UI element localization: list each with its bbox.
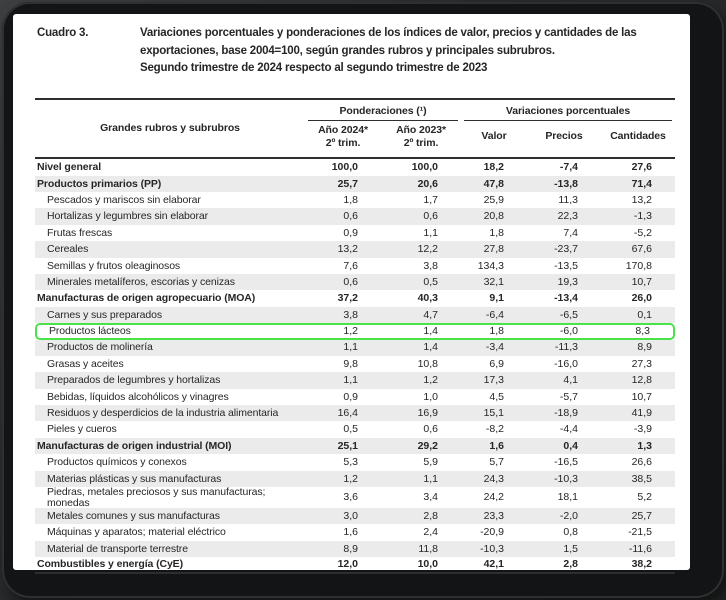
cell-precios: 0,8 bbox=[563, 526, 578, 539]
table-row bbox=[35, 208, 675, 224]
group-label-ponderaciones: Ponderaciones (¹) bbox=[308, 105, 458, 121]
cell-ponderacion-2024: 1,2 bbox=[305, 323, 381, 339]
cell-ponderacion-2023: 2,4 bbox=[423, 526, 438, 539]
cell-ponderacion-2024: 0,9 bbox=[343, 226, 358, 239]
title-line-3: Segundo trimestre de 2024 respecto al segundo trimestre de 2023 bbox=[140, 62, 488, 74]
cell-valor: 27,8 bbox=[483, 243, 504, 256]
cell-precios: -6,0 bbox=[527, 323, 601, 339]
cell-ponderacion-2023: 1,1 bbox=[423, 226, 438, 239]
column-header-valor: Valor bbox=[461, 121, 527, 160]
cell-valor: -8,2 bbox=[485, 423, 504, 436]
cell-valor: 9,1 bbox=[489, 292, 504, 305]
row-label: Preparados de legumbres y hortalizas bbox=[47, 374, 221, 387]
cell-precios: 22,3 bbox=[557, 210, 578, 223]
table-row bbox=[35, 541, 675, 557]
table-row bbox=[35, 389, 675, 405]
cell-precios: 0,4 bbox=[563, 439, 578, 452]
cell-valor: 4,5 bbox=[489, 390, 504, 403]
cell-valor: -10,3 bbox=[480, 542, 504, 555]
cell-cantidades: 27,3 bbox=[631, 357, 652, 370]
cell-valor: 1,8 bbox=[461, 323, 527, 339]
cell-ponderacion-2024: 3,6 bbox=[343, 491, 358, 504]
cell-ponderacion-2024: 0,9 bbox=[343, 390, 358, 403]
row-label: Manufacturas de origen agropecuario (MOA) bbox=[37, 292, 256, 305]
row-label: Máquinas y aparatos; material eléctrico bbox=[47, 526, 226, 539]
cell-valor: 134,3 bbox=[477, 259, 504, 272]
cell-ponderacion-2024: 9,8 bbox=[343, 357, 358, 370]
cell-ponderacion-2024: 25,1 bbox=[337, 439, 358, 452]
cell-cantidades: 26,6 bbox=[631, 456, 652, 469]
table-row bbox=[35, 241, 675, 257]
cell-cantidades: 25,7 bbox=[631, 509, 652, 522]
row-label: Combustibles y energía (CyE) bbox=[35, 557, 305, 573]
column-group-ponderaciones bbox=[305, 100, 461, 121]
cell-valor: 32,1 bbox=[483, 275, 504, 288]
cell-valor: 6,9 bbox=[489, 357, 504, 370]
cell-precios: 19,3 bbox=[557, 275, 578, 288]
row-label: Residuos y desperdicios de la industria alimentaria bbox=[47, 407, 279, 420]
cell-precios: -13,8 bbox=[554, 177, 578, 190]
cell-ponderacion-2023: 1,2 bbox=[423, 374, 438, 387]
table-row bbox=[35, 508, 675, 524]
table-row bbox=[35, 307, 675, 323]
cell-ponderacion-2024: 1,8 bbox=[343, 193, 358, 206]
table-row bbox=[35, 372, 675, 388]
row-label: Metales comunes y sus manufacturas bbox=[47, 509, 220, 522]
cell-ponderacion-2024: 5,3 bbox=[343, 456, 358, 469]
cell-ponderacion-2023: 3,8 bbox=[423, 259, 438, 272]
cell-valor: -6,4 bbox=[485, 308, 504, 321]
row-label: Cereales bbox=[47, 243, 89, 256]
cell-precios: -6,5 bbox=[559, 308, 578, 321]
cell-ponderacion-2023: 1,1 bbox=[423, 472, 438, 485]
table-caption bbox=[13, 14, 690, 78]
row-label: Productos de molinería bbox=[47, 341, 153, 354]
cell-valor: 20,8 bbox=[483, 210, 504, 223]
cell-precios: 11,3 bbox=[558, 193, 578, 206]
cell-ponderacion-2023: 10,8 bbox=[417, 357, 438, 370]
table-body bbox=[35, 159, 675, 573]
cell-cantidades: 13,2 bbox=[631, 193, 652, 206]
cell-ponderacion-2024: 13,2 bbox=[337, 243, 358, 256]
row-label: Carnes y sus preparados bbox=[47, 308, 163, 321]
cell-ponderacion-2023: 16,9 bbox=[417, 407, 438, 420]
cell-ponderacion-2023: 11,8 bbox=[418, 542, 438, 555]
row-label: Pescados y mariscos sin elaborar bbox=[47, 193, 201, 206]
table-row bbox=[35, 323, 675, 339]
row-label: Grasas y aceites bbox=[47, 357, 124, 370]
column-header-cantidades: Cantidades bbox=[601, 121, 675, 160]
row-label: Pieles y cueros bbox=[47, 423, 117, 436]
cell-cantidades: -1,3 bbox=[633, 210, 652, 223]
cell-ponderacion-2023: 0,6 bbox=[423, 423, 438, 436]
title-line-1: Variaciones porcentuales y ponderaciones de los índices de valor, precios y cantidades de las bbox=[140, 27, 637, 39]
cell-cantidades: 1,3 bbox=[637, 439, 652, 452]
row-label: Productos primarios (PP) bbox=[37, 177, 162, 190]
cell-precios: -16,5 bbox=[554, 456, 578, 469]
cell-cantidades: 12,8 bbox=[631, 374, 652, 387]
cell-valor: 15,1 bbox=[483, 407, 504, 420]
cell-ponderacion-2024: 1,6 bbox=[343, 526, 358, 539]
cell-precios: -7,4 bbox=[559, 161, 578, 174]
column-group-variaciones bbox=[461, 100, 675, 121]
cell-valor: 47,8 bbox=[483, 177, 504, 190]
cell-precios: -10,3 bbox=[554, 472, 578, 485]
cell-cantidades: 10,7 bbox=[631, 390, 652, 403]
cell-precios: 1,5 bbox=[563, 542, 578, 555]
cell-precios: -18,9 bbox=[554, 407, 578, 420]
cell-precios: -5,7 bbox=[559, 390, 578, 403]
cell-cantidades: 170,8 bbox=[625, 259, 652, 272]
cell-ponderacion-2024: 37,2 bbox=[337, 292, 358, 305]
cell-precios: 4,1 bbox=[563, 374, 578, 387]
cell-ponderacion-2023: 29,2 bbox=[417, 439, 438, 452]
cell-ponderacion-2024: 1,1 bbox=[343, 374, 358, 387]
cell-precios: -13,4 bbox=[554, 292, 578, 305]
table-row bbox=[35, 405, 675, 421]
column-header-precios: Precios bbox=[527, 121, 601, 160]
cell-valor: 23,3 bbox=[483, 509, 504, 522]
cell-cantidades: 0,1 bbox=[637, 308, 652, 321]
cell-precios: -16,0 bbox=[554, 357, 578, 370]
cell-ponderacion-2024: 0,6 bbox=[343, 210, 358, 223]
cell-ponderacion-2023: 20,6 bbox=[417, 177, 438, 190]
cell-precios: 18,1 bbox=[557, 491, 578, 504]
cell-cantidades: 26,0 bbox=[631, 292, 652, 305]
row-label: Piedras, metales preciosos y sus manufacturas; monedas bbox=[47, 486, 266, 509]
cell-precios: -4,4 bbox=[559, 423, 578, 436]
cell-precios: 2,8 bbox=[527, 557, 601, 573]
column-header-rubros: Grandes rubros y subrubros bbox=[35, 100, 305, 160]
table-row bbox=[35, 258, 675, 274]
cell-ponderacion-2024: 100,0 bbox=[331, 161, 358, 174]
cell-cantidades: 8,9 bbox=[637, 341, 652, 354]
table-row bbox=[35, 290, 675, 306]
cell-valor: 1,6 bbox=[489, 439, 504, 452]
cell-valor: 1,8 bbox=[489, 226, 504, 239]
cell-ponderacion-2024: 3,0 bbox=[343, 509, 358, 522]
table-row bbox=[35, 340, 675, 356]
cell-valor: -20,9 bbox=[480, 526, 504, 539]
cell-ponderacion-2024: 25,7 bbox=[337, 177, 358, 190]
cell-valor: 24,3 bbox=[483, 472, 504, 485]
cell-valor: -3,4 bbox=[485, 341, 504, 354]
row-label: Semillas y frutos oleaginosos bbox=[47, 259, 181, 272]
table-header bbox=[35, 100, 675, 160]
cell-cantidades: 5,2 bbox=[637, 491, 652, 504]
cell-ponderacion-2024: 8,9 bbox=[343, 542, 358, 555]
cell-valor: 18,2 bbox=[483, 161, 504, 174]
cell-valor: 25,9 bbox=[483, 193, 504, 206]
cell-ponderacion-2024: 1,2 bbox=[343, 472, 358, 485]
cell-ponderacion-2023: 4,7 bbox=[423, 308, 438, 321]
table-row bbox=[35, 438, 675, 454]
cell-ponderacion-2024: 7,6 bbox=[343, 259, 358, 272]
cell-ponderacion-2024: 0,5 bbox=[343, 423, 358, 436]
cell-ponderacion-2023: 2,8 bbox=[423, 509, 438, 522]
table-row bbox=[35, 454, 675, 470]
cell-precios: -2,0 bbox=[559, 509, 578, 522]
cell-ponderacion-2023: 1,7 bbox=[423, 193, 438, 206]
cell-cantidades: 10,7 bbox=[631, 275, 652, 288]
row-label: Materias plásticas y sus manufacturas bbox=[47, 472, 222, 485]
cell-ponderacion-2023: 1,4 bbox=[423, 341, 438, 354]
row-label: Manufacturas de origen industrial (MOI) bbox=[37, 439, 232, 452]
table-row bbox=[35, 356, 675, 372]
cell-ponderacion-2024: 12,0 bbox=[305, 557, 381, 573]
row-label: Productos químicos y conexos bbox=[47, 456, 187, 469]
row-label: Frutas frescas bbox=[47, 226, 113, 239]
row-label: Productos lácteos bbox=[35, 323, 305, 339]
cell-ponderacion-2023: 1,0 bbox=[423, 390, 438, 403]
table-row bbox=[35, 274, 675, 290]
cell-ponderacion-2023: 5,9 bbox=[423, 456, 438, 469]
cell-ponderacion-2023: 1,4 bbox=[381, 323, 461, 339]
table-row bbox=[35, 557, 675, 573]
table-row bbox=[35, 524, 675, 540]
cell-ponderacion-2023: 100,0 bbox=[411, 161, 438, 174]
cell-precios: 7,4 bbox=[563, 226, 578, 239]
cell-cantidades: 67,6 bbox=[631, 243, 652, 256]
cell-valor: 5,7 bbox=[489, 456, 504, 469]
table-row bbox=[35, 471, 675, 487]
table-row bbox=[35, 225, 675, 241]
cell-valor: 24,2 bbox=[483, 491, 504, 504]
cell-cantidades: 38,2 bbox=[601, 557, 675, 573]
title-line-2: exportaciones, base 2004=100, según grandes rubros y principales subrubros. bbox=[140, 44, 555, 57]
cell-cantidades: -11,6 bbox=[628, 542, 652, 555]
table-row bbox=[35, 487, 675, 508]
cell-ponderacion-2024: 1,1 bbox=[343, 341, 358, 354]
cell-cantidades: 41,9 bbox=[631, 407, 652, 420]
table-title bbox=[140, 25, 680, 78]
cell-valor: 17,3 bbox=[483, 374, 504, 387]
cell-cantidades: 71,4 bbox=[631, 177, 652, 190]
cell-ponderacion-2024: 3,8 bbox=[343, 308, 358, 321]
cell-cantidades: -5,2 bbox=[633, 226, 652, 239]
cell-cantidades: 27,6 bbox=[631, 161, 652, 174]
group-label-variaciones: Variaciones porcentuales bbox=[464, 105, 672, 121]
cell-cantidades: 8,3 bbox=[601, 323, 675, 339]
cell-precios: -11,3 bbox=[554, 341, 578, 354]
row-label: Nivel general bbox=[37, 161, 102, 174]
cell-cantidades: 38,5 bbox=[631, 472, 652, 485]
row-label: Hortalizas y legumbres sin elaborar bbox=[47, 210, 209, 223]
column-header-ano-2024: Año 2024* 2º trim. bbox=[305, 121, 381, 160]
cell-ponderacion-2023: 0,5 bbox=[423, 275, 438, 288]
row-label: Bebidas, líquidos alcohólicos y vinagres bbox=[47, 390, 229, 403]
cell-ponderacion-2023: 3,4 bbox=[423, 491, 438, 504]
data-table bbox=[35, 98, 675, 574]
table-number: Cuadro 3. bbox=[37, 27, 89, 39]
row-label: Material de transporte terrestre bbox=[47, 542, 188, 555]
cell-ponderacion-2024: 16,4 bbox=[337, 407, 358, 420]
table-row bbox=[35, 192, 675, 208]
column-header-ano-2023: Año 2023* 2º trim. bbox=[381, 121, 461, 160]
table-card bbox=[13, 14, 690, 570]
cell-ponderacion-2023: 10,0 bbox=[381, 557, 461, 573]
cell-ponderacion-2023: 40,3 bbox=[417, 292, 438, 305]
cell-valor: 42,1 bbox=[461, 557, 527, 573]
cell-ponderacion-2024: 0,6 bbox=[343, 275, 358, 288]
table-row bbox=[35, 159, 675, 175]
cell-ponderacion-2023: 12,2 bbox=[417, 243, 438, 256]
table-row bbox=[35, 421, 675, 437]
table-row bbox=[35, 176, 675, 192]
cell-cantidades: -21,5 bbox=[628, 526, 652, 539]
row-label: Minerales metalíferos, escorias y cenizas bbox=[47, 275, 235, 288]
cell-precios: -23,7 bbox=[554, 243, 578, 256]
cell-precios: -13,5 bbox=[554, 259, 578, 272]
cell-cantidades: -3,9 bbox=[633, 423, 652, 436]
cell-ponderacion-2023: 0,6 bbox=[423, 210, 438, 223]
